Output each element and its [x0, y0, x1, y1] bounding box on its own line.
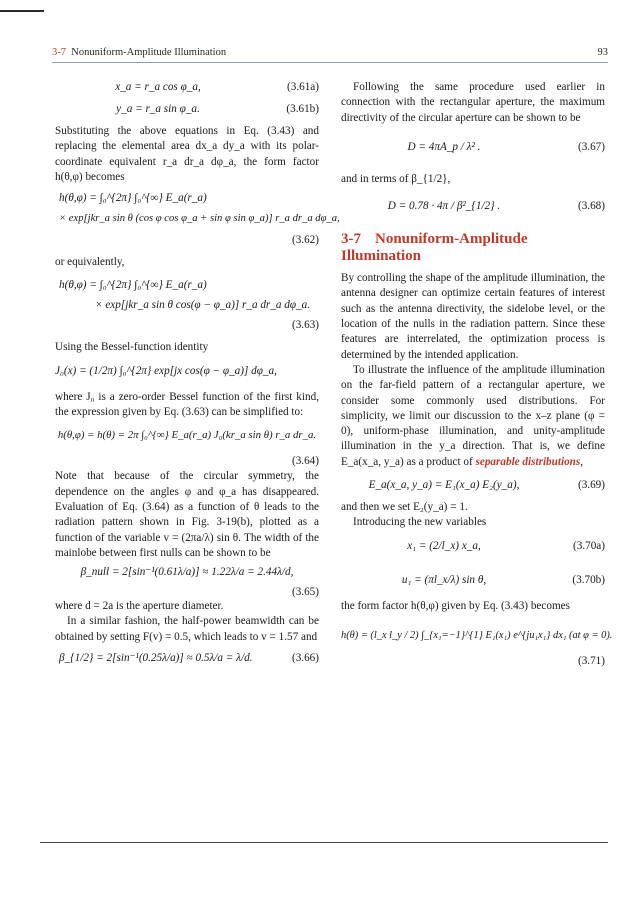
paragraph: In a similar fashion, the half-power beamwidth can be obtained by setting F(v) = 0.5, which leads to v = 1.57 and — [55, 615, 319, 643]
equation-3-62 — [55, 185, 340, 233]
equation-expr: x₁ = (2/l_x) x_a, — [407, 539, 481, 552]
equation-3-62-label-row — [55, 233, 319, 249]
equation-3-64 — [55, 420, 319, 454]
equation-3-66 — [55, 651, 319, 675]
equation-label: (3.67) — [577, 140, 605, 153]
paragraph: By controlling the shape of the amplitude illumination, the antenna designer can optimize certain features of interest such as the antenna directivity, the sidelobe level, or the location of the nulls in the radiation pattern. Since these features are interrelated, the optimization process is determined by the intended application. — [341, 272, 605, 361]
paragraph: and in terms of β_{1/2}, — [341, 172, 451, 185]
right-column — [341, 80, 613, 670]
equation-bessel-identity — [55, 356, 319, 390]
separable-distributions-link[interactable]: separable distributions — [475, 455, 581, 468]
corner-mark — [0, 10, 44, 12]
paragraph: or equivalently, — [55, 256, 125, 269]
equation-label: (3.65) — [291, 586, 319, 599]
equation-3-64-label-row — [55, 454, 319, 469]
paragraph: the form factor h(θ,φ) given by Eq. (3.43) becomes — [341, 599, 570, 612]
section-heading — [341, 231, 605, 265]
page-number: 93 — [597, 47, 608, 58]
equation-expr: β_null = 2[sin⁻¹(0.61λ/a)] ≈ 1.22λ/a = 2.44λ/d, — [80, 566, 294, 579]
equation-expr: u₁ = (πl_x/λ) sin θ, — [401, 573, 487, 586]
equation-3-70b — [341, 565, 605, 599]
equation-expr: h(θ) = (l_x l_y / 2) ∫_{x₁=−1}^{1} E₁(x₁) e^{ju₁x₁} dx₁ (at φ = 0). — [341, 629, 613, 641]
equation-3-68 — [341, 191, 605, 225]
equation-3-70a — [341, 531, 605, 565]
equation-label: (3.61a) — [287, 81, 319, 93]
equation-expr: x_a = r_a cos φ_a, — [115, 81, 201, 93]
equation-label: (3.68) — [577, 200, 605, 213]
equation-label: (3.71) — [577, 654, 605, 667]
paragraph: Introducing the new variables — [353, 516, 487, 529]
equation-expr: y_a = r_a sin φ_a. — [116, 103, 200, 115]
paragraph: Note that because of the circular symmetry, the dependence on the angles φ and φ_a has disappeared. Evaluation of Eq. (3.64) as a function of θ leads to the radiation pattern shown in Fig. 3-19(b), plotted as a function of the variable v = (2πa/λ) sin θ. The width of the mainlobe between first nulls can be shown to be — [55, 470, 319, 559]
equation-3-63-label-row — [55, 318, 319, 334]
equation-expr: β_{1/2} = 2[sin⁻¹(0.25λ/a)] ≈ 0.5λ/a = λ/d. — [59, 652, 253, 665]
equation-3-61a — [55, 80, 319, 102]
header-section-number: 3-7 — [52, 47, 66, 58]
equation-expr: J₀(x) = (1/2π) ∫₀^{2π} exp[jx cos(φ − φ_a)] dφ_a, — [55, 364, 277, 377]
header-section-title: Nonuniform-Amplitude Illumination — [71, 47, 227, 58]
paragraph: and then we set E₂(y_a) = 1. — [341, 501, 468, 514]
equation-label: (3.63) — [291, 319, 319, 332]
equation-3-69 — [341, 478, 605, 500]
header-section — [52, 47, 226, 58]
paragraph: Substituting the above equations in Eq. (3.43) and replacing the elemental area dx_a dy_a with its polar-coordinate equivalent r_a dr_a dφ_a, the form factor h(θ,φ) becomes — [55, 125, 319, 183]
equation-line-2: × exp[jkr_a sin θ cos(φ − φ_a)] r_a dr_a dφ_a. — [95, 299, 311, 312]
equation-line-2: × exp[jkr_a sin θ (cos φ cos φ_a + sin φ sin φ_a)] r_a dr_a dφ_a, — [59, 213, 340, 225]
equation-label: (3.69) — [577, 479, 605, 492]
equation-3-63 — [55, 270, 319, 318]
paragraph: Using the Bessel-function identity — [55, 341, 209, 354]
paragraph — [341, 363, 605, 470]
paragraph: where d = 2a is the aperture diameter. — [55, 600, 224, 613]
equation-expr: D = 4πA_p / λ² . — [407, 140, 481, 153]
equation-label: (3.64) — [291, 455, 319, 468]
equation-label: (3.61b) — [286, 103, 319, 115]
equation-label: (3.62) — [291, 234, 319, 247]
paragraph-text: , — [580, 455, 584, 468]
equation-expr: D = 0.78 · 4π / β²_{1/2} . — [387, 200, 501, 213]
equation-3-65-label-row — [55, 585, 319, 599]
equation-label: (3.70a) — [573, 539, 605, 552]
equation-label: (3.70b) — [572, 573, 605, 586]
equation-3-67 — [341, 132, 605, 166]
equation-label: (3.66) — [291, 652, 319, 665]
paragraph: where J₀ is a zero-order Bessel function of the first kind, the expression given by Eq. (3.63) can be simplified to: — [55, 390, 319, 419]
section-heading-title: Nonuniform-Amplitude Illumination — [341, 231, 528, 265]
footer-rule — [40, 842, 608, 843]
equation-line-1: h(θ,φ) = ∫₀^{2π} ∫₀^{∞} E_a(r_a) — [59, 279, 207, 292]
paragraph: Following the same procedure used earlier in connection with the rectangular aperture, the maximum directivity of the circular aperture can be shown to be — [341, 81, 605, 124]
equation-3-71-label-row — [341, 654, 605, 670]
equation-line-1: h(θ,φ) = ∫₀^{2π} ∫₀^{∞} E_a(r_a) — [59, 192, 207, 205]
paragraph-text: To illustrate the influence of the amplitude illumination on the far-field pattern of a rectangular aperture, we consider some commonly used distributions. For simplicity, we limit our discussion to the x–z plane (φ = 0), uniform-phase illumination, and unity-amplitude illumination in the y_a direction. That is, we define E_a(x_a, y_a) as a product of — [341, 363, 605, 468]
equation-expr: E_a(x_a, y_a) = E₁(x_a) E₂(y_a), — [368, 479, 520, 492]
running-header — [52, 47, 608, 61]
section-heading-number: 3-7 — [341, 231, 361, 248]
equation-expr: h(θ,φ) = h(θ) = 2π ∫₀^{∞} E_a(r_a) J₀(kr_a sin θ) r_a dr_a. — [57, 429, 317, 442]
equation-3-71 — [341, 620, 613, 654]
left-column — [55, 80, 340, 675]
equation-3-65 — [55, 565, 319, 585]
equation-3-61b — [55, 102, 319, 124]
header-rule — [52, 62, 608, 63]
